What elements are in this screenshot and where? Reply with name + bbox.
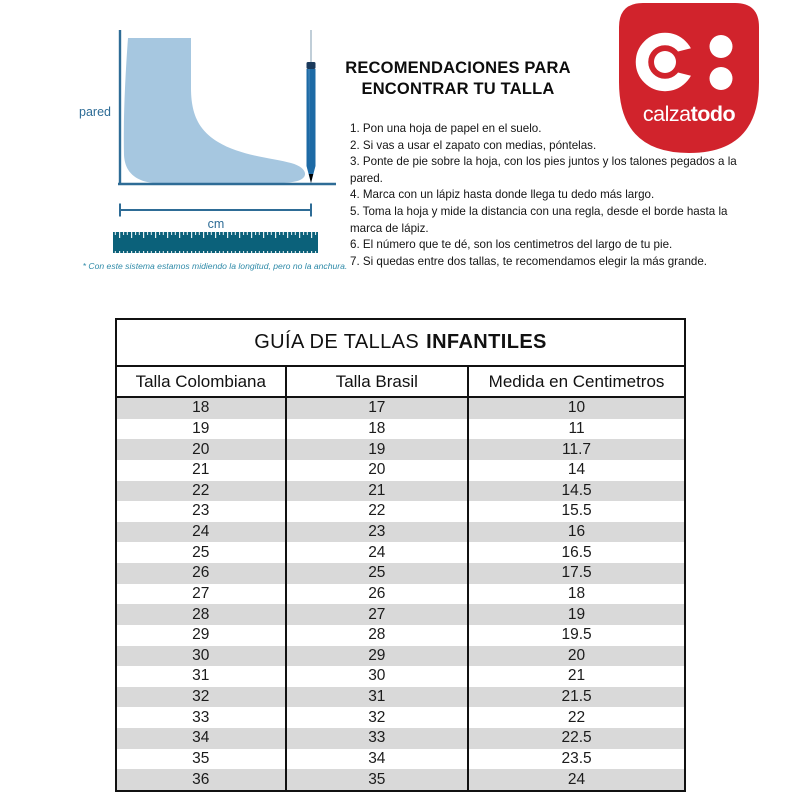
- table-row: [117, 419, 684, 440]
- table-row: [117, 439, 684, 460]
- step-item: 3. Ponte de pie sobre la hoja, con los pies juntos y los talones pegados a la pared.: [350, 155, 737, 185]
- table-title-regular: GUÍA DE TALLAS: [254, 331, 420, 353]
- table-row: [117, 563, 684, 584]
- table-cell: 35: [287, 769, 470, 790]
- table-cell: 17: [287, 398, 470, 419]
- table-row: [117, 542, 684, 563]
- table-row: [117, 604, 684, 625]
- step-item: 7. Si quedas entre dos tallas, te recomendamos elegir la más grande.: [350, 254, 708, 268]
- table-cell: 23: [287, 522, 470, 543]
- pencil-cap: [307, 62, 316, 69]
- table-cell: 34: [117, 728, 287, 749]
- table-cell: 19.5: [561, 626, 592, 644]
- table-cell: 24: [117, 522, 287, 543]
- table-cell: 22: [287, 501, 470, 522]
- foot-silhouette-shape: [124, 38, 305, 184]
- measuring-note: * Con este sistema estamos midiendo la longitud, pero no la anchura.: [82, 261, 348, 271]
- table-cell: 15.5: [561, 502, 592, 520]
- table-cell: 21: [567, 667, 586, 685]
- table-cell: 31: [117, 666, 287, 687]
- step-item: 6. El número que te dé, son los centimetros del largo de tu pie.: [350, 238, 673, 252]
- table-cell: 21: [287, 481, 470, 502]
- table-cell: 36: [117, 769, 287, 790]
- table-cell: 27: [287, 604, 470, 625]
- table-cell: 18: [287, 419, 470, 440]
- table-header-row: [117, 367, 684, 398]
- table-row: [117, 707, 684, 728]
- table-cell: 18: [117, 398, 287, 419]
- table-cell: 32: [287, 707, 470, 728]
- table-row: [117, 522, 684, 543]
- table-row: [117, 687, 684, 708]
- logo-colon-top-dot: [710, 35, 733, 58]
- table-cell: 33: [287, 728, 470, 749]
- table-row: [117, 398, 684, 419]
- table-cell: 17.5: [561, 564, 592, 582]
- table-cell: 11: [568, 419, 585, 437]
- calzatodo-logo: [618, 2, 760, 154]
- table-cell: 30: [117, 646, 287, 667]
- table-cell: 29: [117, 625, 287, 646]
- recommendations-title: [333, 58, 583, 100]
- table-cell: 32: [117, 687, 287, 708]
- table-title: [117, 320, 684, 367]
- table-row: [117, 625, 684, 646]
- table-cell: 22: [117, 481, 287, 502]
- table-cell: 11.7: [562, 440, 592, 458]
- table-row: [117, 728, 684, 749]
- table-cell: 19: [287, 439, 470, 460]
- table-cell: 22.5: [561, 729, 592, 747]
- table-cell: 20: [287, 460, 470, 481]
- table-cell: 18: [567, 584, 586, 602]
- table-cell: 27: [117, 584, 287, 605]
- table-cell: 23: [117, 501, 287, 522]
- table-row: [117, 460, 684, 481]
- table-row: [117, 749, 684, 770]
- table-cell: 25: [117, 542, 287, 563]
- logo-wordmark-regular: calza: [642, 102, 691, 126]
- table-cell: 14.5: [561, 481, 592, 499]
- table-cell: 10: [567, 399, 586, 417]
- column-header-talla-brasil: Talla Brasil: [287, 367, 470, 396]
- table-cell: 25: [287, 563, 470, 584]
- table-cell: 21: [117, 460, 287, 481]
- table-cell: 34: [287, 749, 470, 770]
- cm-label: cm: [207, 217, 225, 231]
- logo-c-center-dot: [654, 51, 676, 73]
- table-cell: 19: [567, 605, 586, 623]
- step-item: 2. Si vas a usar el zapato con medias, póntelas.: [350, 138, 597, 152]
- recommendations-title-line2: ENCONTRAR TU TALLA: [361, 80, 555, 98]
- table-cell: 28: [117, 604, 287, 625]
- table-row: [117, 584, 684, 605]
- pared-label: pared: [79, 105, 111, 119]
- step-item: 1. Pon una hoja de papel en el suelo.: [350, 122, 542, 135]
- table-row: [117, 666, 684, 687]
- table-cell: 33: [117, 707, 287, 728]
- table-body: [117, 398, 684, 790]
- table-row: [117, 481, 684, 502]
- table-cell: 26: [117, 563, 287, 584]
- table-cell: 20: [567, 646, 586, 664]
- table-cell: 14: [567, 461, 586, 479]
- table-cell: 20: [117, 439, 287, 460]
- column-header-medida-cm: Medida en Centimetros: [488, 371, 665, 391]
- table-cell: 24: [567, 770, 586, 788]
- table-cell: 16.5: [561, 543, 592, 561]
- table-cell: 16: [567, 523, 586, 541]
- table-cell: 26: [287, 584, 470, 605]
- pencil-icon: [307, 69, 316, 183]
- logo-colon-bottom-dot: [710, 67, 733, 90]
- table-cell: 31: [287, 687, 470, 708]
- column-header-talla-colombiana: Talla Colombiana: [117, 367, 287, 396]
- logo-wordmark: [643, 102, 736, 126]
- table-cell: 35: [117, 749, 287, 770]
- ruler-ticks: [114, 232, 317, 253]
- table-cell: 21.5: [561, 688, 592, 706]
- table-row: [117, 769, 684, 790]
- table-cell: 22: [567, 708, 586, 726]
- table-title-bold: INFANTILES: [426, 331, 547, 353]
- step-item: 4. Marca con un lápiz hasta donde llega tu dedo más largo.: [350, 188, 655, 202]
- table-cell: 19: [117, 419, 287, 440]
- logo-wordmark-bold: todo: [690, 102, 736, 126]
- table-cell: 30: [287, 666, 470, 687]
- table-cell: 24: [287, 542, 470, 563]
- table-row: [117, 501, 684, 522]
- pencil-tip: [309, 174, 313, 183]
- step-item: 5. Toma la hoja y mide la distancia con una regla, desde el borde hasta la marca de lápiz.: [350, 204, 728, 235]
- recommendations-title-line1: RECOMENDACIONES PARA: [345, 59, 571, 77]
- table-cell: 28: [287, 625, 470, 646]
- table-row: [117, 646, 684, 667]
- table-cell: 29: [287, 646, 470, 667]
- foot-measuring-diagram: [70, 20, 350, 275]
- size-guide-table: [115, 318, 686, 792]
- table-cell: 23.5: [561, 749, 592, 767]
